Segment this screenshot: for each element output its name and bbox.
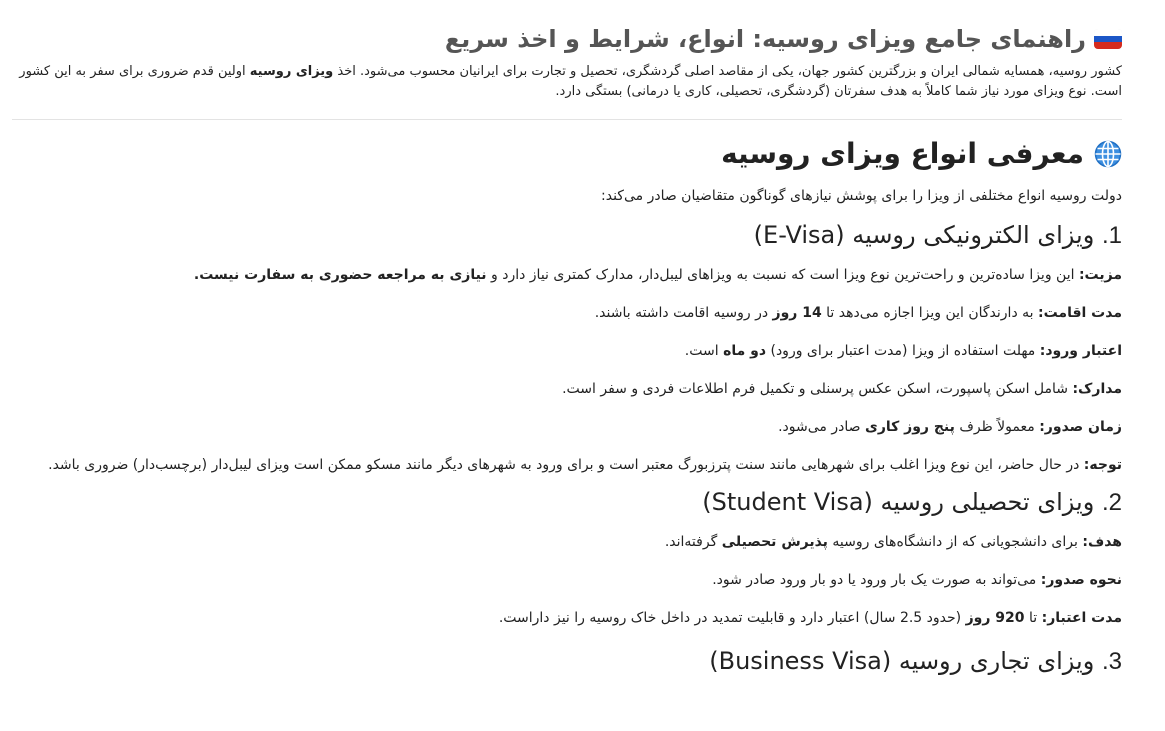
page-title-text: راهنمای جامع ویزای روسیه: انواع، شرایط و اخذ سریع (444, 25, 1086, 53)
business-heading (12, 646, 1122, 677)
stay-text-2: در روسیه اقامت داشته باشند. (594, 305, 773, 321)
goal-text-1: برای دانشجویانی که از دانشگاه‌های روسیه (827, 534, 1083, 550)
stay-bold: 14 روز (772, 305, 822, 321)
goal-label: هدف: (1082, 534, 1122, 550)
flag-stripe-blue (1094, 36, 1122, 43)
evisa-issue-time (12, 417, 1122, 437)
business-title: ویزای تجاری روسیه (Business Visa) (709, 647, 1095, 675)
intro-paragraph (12, 62, 1122, 102)
stay-label: مدت اقامت: (1037, 305, 1122, 321)
student-validity-label: مدت اعتبار: (1041, 610, 1122, 626)
advantage-bold: نیازی به مراجعه حضوری به سفارت نیست. (193, 267, 487, 283)
evisa-title: ویزای الکترونیکی روسیه (E-Visa) (753, 221, 1095, 249)
advantage-text: این ویزا ساده‌ترین و راحت‌ترین نوع ویزا است که نسبت به ویزاهای لیبل‌دار، مدارک کمتری نیاز دارد و (486, 267, 1079, 283)
intro-bold: ویزای روسیه (249, 64, 334, 79)
evisa-advantage (12, 265, 1122, 285)
student-title: ویزای تحصیلی روسیه (Student Visa) (702, 488, 1095, 516)
business-number: 3. (1101, 648, 1122, 675)
evisa-documents (12, 379, 1122, 399)
student-heading (12, 487, 1122, 518)
article (0, 22, 1165, 677)
evisa-stay (12, 303, 1122, 323)
validity-text-2: است. (684, 343, 724, 359)
section-lead: دولت روسیه انواع مختلفی از ویزا را برای پوشش نیازهای گوناگون متقاضیان صادر می‌کند: (601, 188, 1122, 204)
evisa-heading (12, 220, 1122, 251)
student-goal (12, 532, 1122, 552)
issue-bold: پنج روز کاری (864, 419, 955, 435)
goal-text-2: گرفته‌اند. (664, 534, 722, 550)
docs-label: مدارک: (1072, 381, 1122, 397)
issue-text-1: معمولاً ظرف (954, 419, 1040, 435)
stay-text-1: به دارندگان این ویزا اجازه می‌دهد تا (821, 305, 1038, 321)
evisa-number: 1. (1101, 222, 1122, 249)
issue-label: زمان صدور: (1039, 419, 1122, 435)
student-number: 2. (1101, 489, 1122, 516)
method-text: می‌تواند به صورت یک بار ورود یا دو بار ورود صادر شود. (712, 572, 1041, 588)
student-validity-text-1: تا (1024, 610, 1042, 626)
student-validity-bold: 920 روز (965, 610, 1025, 626)
student-validity (12, 608, 1122, 628)
issue-text-2: صادر می‌شود. (778, 419, 865, 435)
docs-text: شامل اسکن پاسپورت، اسکن عکس پرسنلی و تکمیل فرم اطلاعات فردی و سفر است. (562, 381, 1073, 397)
note-text: در حال حاضر، این نوع ویزا اغلب برای شهرهایی مانند سنت پترزبورگ معتبر است و برای ورود به شهرهای دیگر مانند مسکو ممکن است ویزای لیبل‌دار (برچسب‌دار) ضروری باشد. (48, 457, 1084, 473)
validity-label: اعتبار ورود: (1039, 343, 1122, 359)
intro-text-1: کشور روسیه، همسایه شمالی ایران و بزرگترین کشور جهان، یکی از مقاصد اصلی گردشگری، تحصیل و تجارت برای ایرانیان محسوب می‌شود. اخذ (333, 64, 1122, 79)
note-label: توجه: (1083, 457, 1122, 473)
evisa-note (12, 455, 1122, 475)
student-method (12, 570, 1122, 590)
student-validity-text-2: (حدود 2.5 سال) اعتبار دارد و قابلیت تمدید در داخل خاک روسیه را نیز داراست. (498, 610, 966, 626)
advantage-label: مزیت: (1078, 267, 1122, 283)
validity-text-1: مهلت استفاده از ویزا (مدت اعتبار برای ورود) (766, 343, 1040, 359)
russia-flag-icon (1094, 29, 1122, 49)
globe-icon (1094, 140, 1122, 168)
page-title (12, 22, 1122, 56)
intro-text-2: اولین قدم ضروری برای سفر به این کشور است. نوع ویزای مورد نیاز شما کاملاً به هدف سفرتان (گردشگری، تحصیلی، کاری یا درمانی) بستگی دارد. (19, 64, 1122, 99)
flag-stripe-red (1094, 42, 1122, 49)
section-title (12, 134, 1122, 174)
method-label: نحوه صدور: (1040, 572, 1122, 588)
section-title-text: معرفی انواع ویزای روسیه (721, 137, 1084, 170)
divider (12, 119, 1122, 120)
goal-bold: پذیرش تحصیلی (721, 534, 828, 550)
flag-stripe-white (1094, 29, 1122, 36)
evisa-validity (12, 341, 1122, 361)
validity-bold: دو ماه (723, 343, 767, 359)
